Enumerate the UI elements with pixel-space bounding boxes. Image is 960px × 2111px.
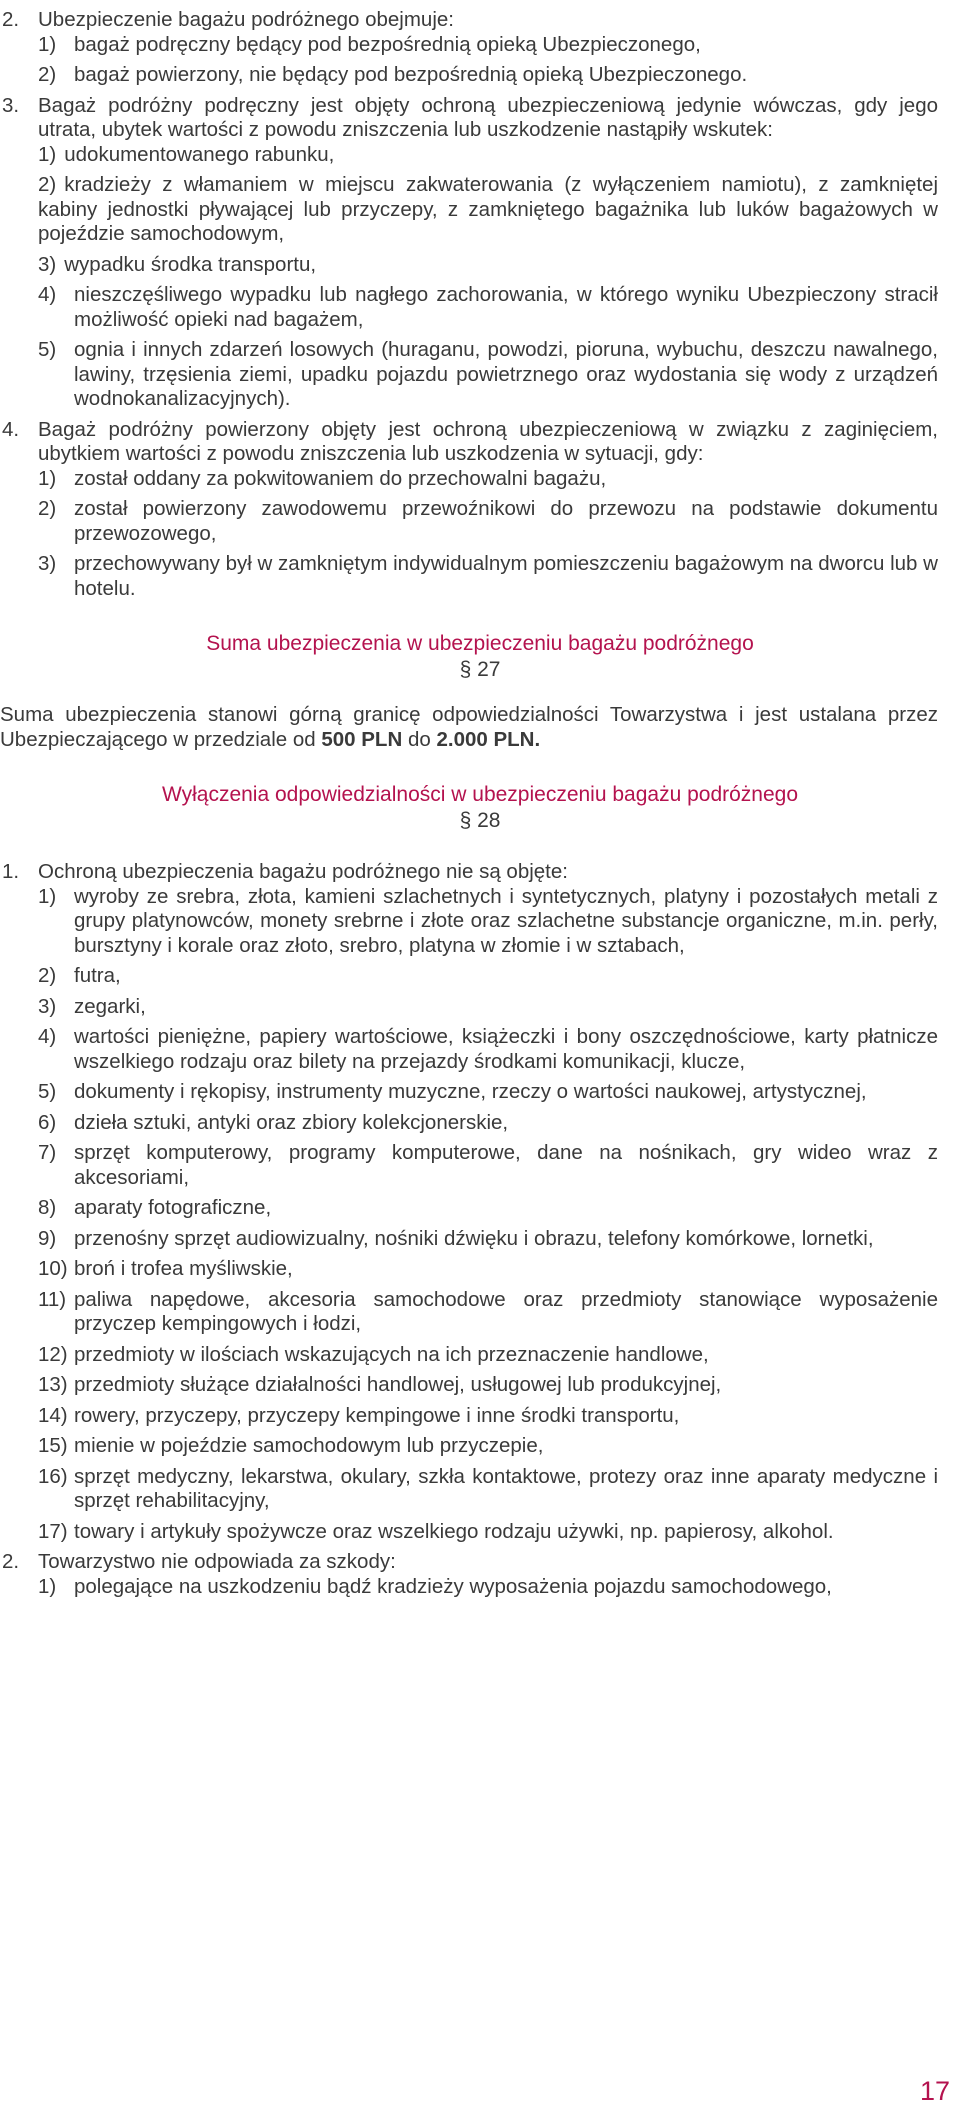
paragraph-2 xyxy=(2,8,938,33)
paragraph-text: Bagaż podróżny powierzony objęty jest ochroną ubezpieczeniową w związku z zaginięciem, ubytkiem wartości z powodu zniszczenia lub uszkodzenia w sytuacji, gdy: xyxy=(38,417,938,465)
exclusions-list xyxy=(0,885,960,1545)
list-item xyxy=(38,884,938,959)
item-text: kradzieży z włamaniem w miejscu zakwaterowania (z wyłączeniem namiotu), z zamkniętej kabiny jednostki pływającej lub przyczepy, z zamkniętego bagażnika lub luków bagażowych w pojeździe samochodowym, xyxy=(38,173,938,245)
item-number: 7) xyxy=(38,1141,57,1164)
section-28-number: § 28 xyxy=(459,809,501,832)
paragraph-number: 3. xyxy=(2,93,20,117)
list-item xyxy=(38,964,938,989)
list-item xyxy=(38,32,938,58)
paragraph-text: Bagaż podróżny podręczny jest objęty ochroną ubezpieczeniową jedynie wówczas, gdy jego utrata, ubytek wartości z powodu zniszczenia lub uszkodzenie nastąpiły wskutek: xyxy=(38,93,938,141)
list-item xyxy=(38,1434,938,1459)
paragraph-text: Ubezpieczenie bagażu podróżnego obejmuje: xyxy=(38,8,454,31)
section-27-text xyxy=(0,703,938,752)
item-number: 3) xyxy=(38,252,57,276)
list-item xyxy=(38,1373,938,1398)
list-item xyxy=(38,253,938,278)
item-text: wypadku środka transportu, xyxy=(64,252,317,276)
list-item xyxy=(38,497,938,546)
item-number: 1) xyxy=(38,32,57,56)
item-text: paliwa napędowe, akcesoria samochodowe oraz przedmioty stanowiące wyposażenie przyczep kempingowych i łodzi, xyxy=(74,1287,938,1335)
item-number: 5) xyxy=(38,338,57,361)
list-item xyxy=(38,1141,938,1190)
text: Suma ubezpieczenia stanowi górną granicę odpowiedzialności Towarzystwa i jest ustalana przez Ubezpieczającego w przedziale od xyxy=(0,703,938,751)
item-number: 1) xyxy=(38,1574,57,1598)
section-28-paragraph-2 xyxy=(2,1550,938,1575)
section-27-heading: Suma ubezpieczenia w ubezpieczeniu bagażu podróżnego xyxy=(206,632,754,655)
list-item xyxy=(38,1110,938,1136)
amount-max: 2.000 PLN. xyxy=(436,727,541,751)
item-text: zegarki, xyxy=(74,994,146,1018)
list-item xyxy=(38,994,938,1020)
list-item xyxy=(38,1342,938,1368)
amount-min: 500 PLN xyxy=(321,727,403,751)
item-text: przenośny sprzęt audiowizualny, nośniki dźwięku i obrazu, telefony komórkowe, lornetki, xyxy=(74,1226,874,1250)
item-number: 3) xyxy=(38,994,57,1018)
item-text: aparaty fotograficzne, xyxy=(74,1196,272,1219)
item-text: dzieła sztuki, antyki oraz zbiory kolekcjonerskie, xyxy=(74,1110,509,1134)
paragraph-number: 1. xyxy=(2,860,20,883)
item-text: sprzęt komputerowy, programy komputerowe, dane na nośnikach, gry wideo wraz z akcesoriami, xyxy=(74,1141,938,1189)
list-item xyxy=(38,1226,938,1252)
paragraph-number: 2. xyxy=(2,8,20,31)
item-text: przedmioty w ilościach wskazujących na ich przeznaczenie handlowe, xyxy=(74,1342,709,1366)
paragraph-text: Ochroną ubezpieczenia bagażu podróżnego nie są objęte: xyxy=(38,860,568,883)
item-text: nieszczęśliwego wypadku lub nagłego zachorowania, w którego wyniku Ubezpieczony stracił możliwość opieki nad bagażem, xyxy=(74,283,938,331)
paragraph-4 xyxy=(2,417,938,467)
list-item xyxy=(38,1519,938,1545)
list-item xyxy=(38,466,938,492)
item-number: 1) xyxy=(38,466,57,490)
item-number: 17) xyxy=(38,1519,68,1543)
item-text: przechowywany był w zamkniętym indywidualnym pomieszczeniu bagażowym na dworcu lub w hotelu. xyxy=(74,552,938,600)
item-text: sprzęt medyczny, lekarstwa, okulary, szkła kontaktowe, protezy oraz inne aparaty medyczne i sprzęt rehabilitacyjny, xyxy=(74,1464,938,1512)
item-number: 13) xyxy=(38,1373,68,1396)
item-number: 3) xyxy=(38,552,57,575)
item-number: 4) xyxy=(38,1025,57,1048)
section-27-number: § 27 xyxy=(459,658,501,681)
list-item xyxy=(38,283,938,332)
section-28-heading: Wyłączenia odpowiedzialności w ubezpieczeniu bagażu podróżnego xyxy=(161,783,799,806)
item-number: 6) xyxy=(38,1110,57,1134)
section-28-paragraph-1 xyxy=(2,860,938,885)
item-text: bagaż podręczny będący pod bezpośrednią opieką Ubezpieczonego, xyxy=(74,32,701,56)
list-item xyxy=(38,1403,938,1429)
item-number: 10) xyxy=(38,1257,68,1280)
paragraph-number: 4. xyxy=(2,417,20,441)
list-item xyxy=(38,63,938,88)
item-number: 2) xyxy=(38,964,57,987)
list-item xyxy=(38,1025,938,1074)
item-text: przedmioty służące działalności handlowej, usługowej lub produkcyjnej, xyxy=(74,1373,722,1396)
list-item xyxy=(38,1196,938,1221)
item-number: 1) xyxy=(38,884,57,908)
paragraph-number: 2. xyxy=(2,1550,20,1573)
item-number: 4) xyxy=(38,283,57,306)
paragraph-3 xyxy=(2,93,938,143)
list-item xyxy=(38,338,938,412)
item-number: 11) xyxy=(38,1287,67,1311)
list-item xyxy=(38,1287,938,1337)
list-item xyxy=(38,1257,938,1282)
item-text: wartości pieniężne, papiery wartościowe, książeczki i bony oszczędnościowe, karty płatnicze wszelkiego rodzaju oraz bilety na przejazdy środkami komunikacji, klucze, xyxy=(74,1025,938,1073)
item-text: dokumenty i rękopisy, instrumenty muzyczne, rzeczy o wartości naukowej, artystycznej, xyxy=(74,1080,867,1103)
item-number: 14) xyxy=(38,1403,68,1427)
item-number: 2) xyxy=(38,173,57,196)
page-number: 17 xyxy=(919,2076,950,2106)
document-page xyxy=(0,8,960,1605)
item-number: 15) xyxy=(38,1434,68,1457)
item-number: 16) xyxy=(38,1464,68,1488)
item-text: futra, xyxy=(74,964,121,987)
item-number: 2) xyxy=(38,497,57,520)
list-item xyxy=(38,1574,938,1600)
list-item xyxy=(38,143,938,168)
item-number: 9) xyxy=(38,1226,57,1250)
list-item xyxy=(38,173,938,247)
item-number: 12) xyxy=(38,1342,68,1366)
item-text: udokumentowanego rabunku, xyxy=(64,142,335,166)
item-text: polegające na uszkodzeniu bądź kradzieży wyposażenia pojazdu samochodowego, xyxy=(74,1574,832,1598)
item-number: 5) xyxy=(38,1080,57,1103)
item-number: 1) xyxy=(38,142,57,166)
list-item xyxy=(38,1080,938,1105)
item-text: ognia i innych zdarzeń losowych (huraganu, powodzi, pioruna, wybuchu, deszczu nawalnego, lawiny, trzęsienia ziemi, upadku pojazdu powietrznego oraz wydostania się wody z urządzeń wodnokanalizacyjnych). xyxy=(74,338,938,410)
item-text: rowery, przyczepy, przyczepy kempingowe i inne środki transportu, xyxy=(74,1403,680,1427)
item-number: 2) xyxy=(38,63,57,86)
item-text: wyroby ze srebra, złota, kamieni szlachetnych i syntetycznych, platyny i pozostałych metali z grupy platynowców, monety srebrne i złote oraz szlachetne substancje organiczne, m.in. perły, bursztyny i korale oraz złoto, srebro, platyna w złomie i w sztabach, xyxy=(74,884,938,957)
item-text: został oddany za pokwitowaniem do przechowalni bagażu, xyxy=(74,466,607,490)
paragraph-text: Towarzystwo nie odpowiada za szkody: xyxy=(38,1550,396,1573)
list-item xyxy=(38,1464,938,1514)
list-item xyxy=(38,552,938,601)
item-text: bagaż powierzony, nie będący pod bezpośrednią opieką Ubezpieczonego. xyxy=(74,63,748,86)
item-number: 8) xyxy=(38,1196,57,1219)
item-text: został powierzony zawodowemu przewoźnikowi do przewozu na podstawie dokumentu przewozowego, xyxy=(74,497,938,545)
item-text: mienie w pojeździe samochodowym lub przyczepie, xyxy=(74,1434,544,1457)
item-text: towary i artykuły spożywcze oraz wszelkiego rodzaju używki, np. papierosy, alkohol. xyxy=(74,1519,834,1543)
item-text: broń i trofea myśliwskie, xyxy=(74,1257,293,1280)
text: do xyxy=(402,727,437,751)
